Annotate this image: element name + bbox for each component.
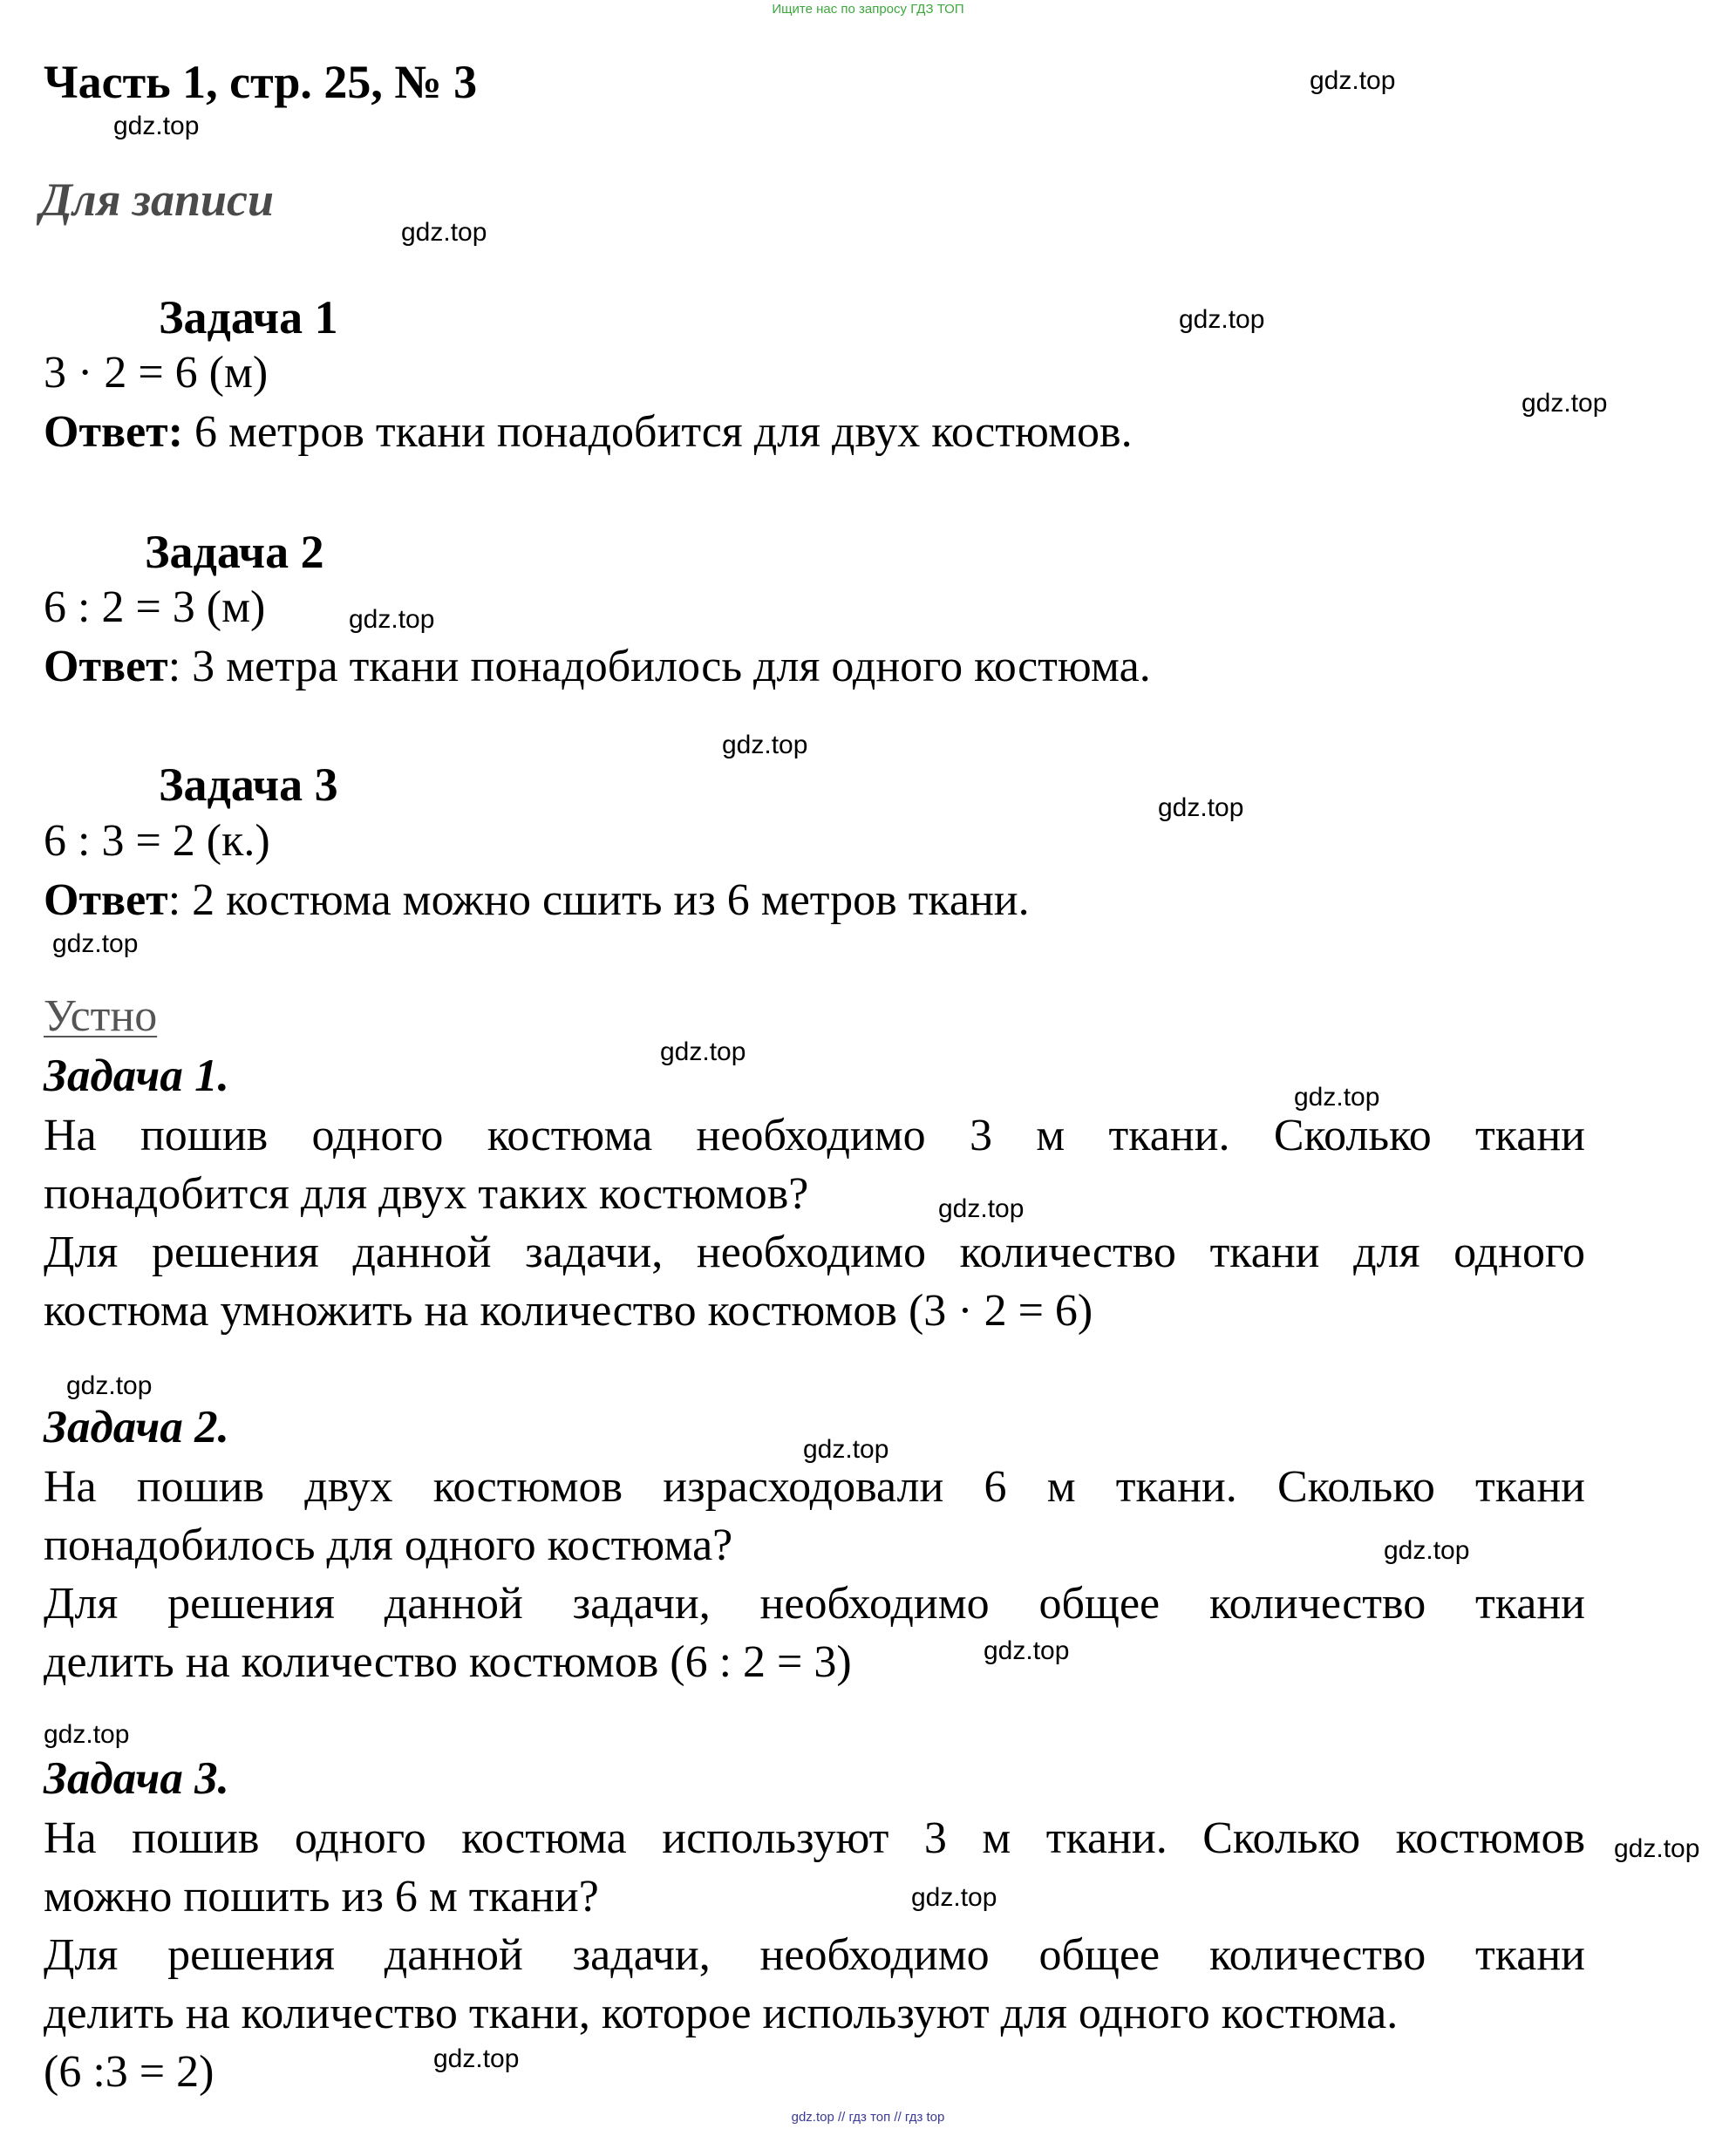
watermark: gdz.top (66, 1371, 153, 1400)
watermark: gdz.top (911, 1883, 997, 1912)
page-title: Часть 1, стр. 25, № 3 (44, 56, 478, 108)
watermark: gdz.top (1310, 66, 1396, 95)
watermark: gdz.top (433, 2044, 520, 2073)
watermark: gdz.top (984, 1636, 1070, 1665)
text-line: понадобилось для одного костюма? (44, 1520, 733, 1570)
oral-task-1-text (44, 1106, 1585, 1340)
text-line: делить на количество костюмов (6 : 2 = 3) (44, 1637, 852, 1687)
answer-text: : 3 метра ткани понадобилось для одного костюма. (167, 642, 1151, 691)
oral-task-1-title: Задача 1. (44, 1051, 229, 1101)
written-task-3-title: Задача 3 (159, 758, 338, 811)
oral-task-3-text (44, 1809, 1585, 2101)
watermark: gdz.top (1294, 1083, 1380, 1112)
footer-banner: gdz.top // гдз топ // гдз top (791, 2110, 945, 2125)
watermark: gdz.top (349, 605, 435, 634)
written-task-2-answer (44, 641, 1151, 692)
watermark: gdz.top (803, 1435, 889, 1464)
text-line: (6 :3 = 2) (44, 2047, 214, 2097)
section-title-oral: Устно (44, 991, 158, 1041)
watermark: gdz.top (113, 112, 200, 140)
watermark: gdz.top (52, 929, 139, 958)
watermark: gdz.top (938, 1194, 1025, 1223)
answer-text: 6 метров ткани понадобится для двух костюмов. (183, 407, 1133, 457)
answer-text: : 2 костюма можно сшить из 6 метров ткани. (167, 875, 1030, 925)
written-task-1-expression: 3 · 2 = 6 (м) (44, 348, 269, 398)
oral-task-3-title: Задача 3. (44, 1753, 229, 1804)
written-task-3-answer (44, 874, 1030, 926)
written-task-2-title: Задача 2 (145, 526, 324, 578)
written-task-1-answer (44, 406, 1133, 458)
watermark: gdz.top (722, 731, 808, 759)
watermark: gdz.top (1614, 1834, 1700, 1863)
watermark: gdz.top (1522, 389, 1608, 418)
watermark: gdz.top (1179, 305, 1265, 334)
answer-label: Ответ (44, 642, 168, 691)
text-line: На пошив одного костюма используют 3 м ткани. Сколько костюмов (44, 1813, 1585, 1863)
text-line: Для решения данной задачи, необходимо общее количество ткани (44, 1579, 1585, 1629)
answer-label: Ответ: (44, 407, 184, 457)
text-line: На пошив одного костюма необходимо 3 м ткани. Сколько ткани (44, 1111, 1585, 1160)
section-title-written: Для записи (40, 173, 275, 226)
watermark: gdz.top (660, 1037, 746, 1066)
written-task-3-expression: 6 : 3 = 2 (к.) (44, 816, 270, 866)
text-line: На пошив двух костюмов израсходовали 6 м ткани. Сколько ткани (44, 1462, 1585, 1512)
text-line: костюма умножить на количество костюмов (3 · 2 = 6) (44, 1286, 1093, 1336)
oral-task-2-text (44, 1458, 1585, 1691)
watermark: gdz.top (44, 1720, 130, 1749)
top-banner: Ищите нас по запросу ГДЗ ТОП (772, 2, 964, 17)
text-line: Для решения данной задачи, необходимо общее количество ткани (44, 1930, 1585, 1980)
text-line: можно пошить из 6 м ткани? (44, 1872, 599, 1922)
written-task-1-title: Задача 1 (159, 291, 338, 343)
written-task-2-expression: 6 : 2 = 3 (м) (44, 582, 266, 632)
text-line: делить на количество ткани, которое используют для одного костюма. (44, 1989, 1399, 2038)
text-line: Для решения данной задачи, необходимо количество ткани для одного (44, 1228, 1585, 1277)
watermark: gdz.top (401, 218, 487, 247)
watermark: gdz.top (1384, 1536, 1470, 1565)
oral-task-2-title: Задача 2. (44, 1402, 229, 1452)
watermark: gdz.top (1158, 793, 1244, 822)
text-line: понадобится для двух таких костюмов? (44, 1169, 809, 1219)
answer-label: Ответ (44, 875, 168, 925)
